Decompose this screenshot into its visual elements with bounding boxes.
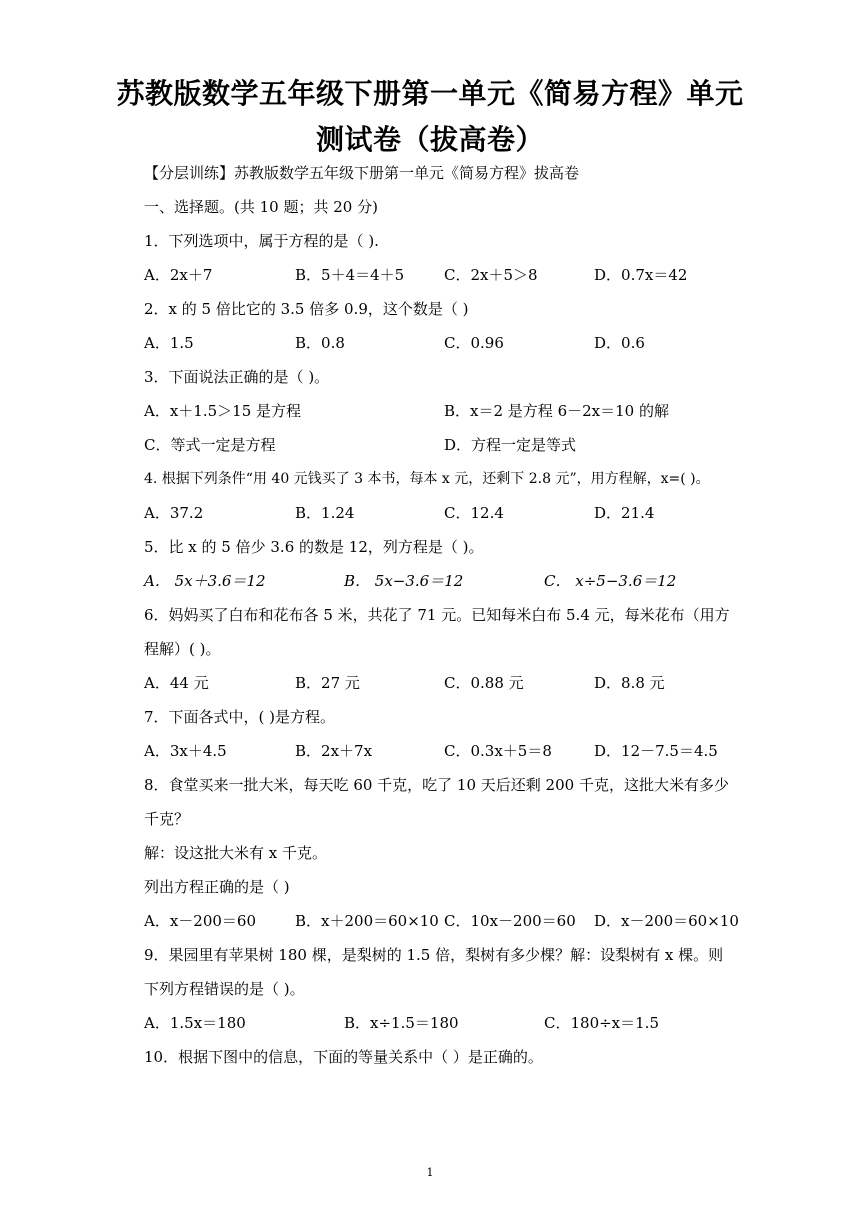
question-8-option-c: C．10x－200＝60 — [444, 912, 576, 930]
question-7-option-c: C．0.3x＋5＝8 — [444, 742, 552, 760]
question-3-stem: 3．下面说法正确的是（ )。 — [144, 368, 330, 386]
question-3-option-d: D．方程一定是等式 — [444, 436, 577, 454]
question-1-option-c: C．2x＋5＞8 — [444, 266, 538, 284]
question-2-option-d: D．0.6 — [594, 334, 645, 352]
document-title-line-2: 测试卷（拔高卷） — [315, 123, 544, 156]
question-3-option-c: C．等式一定是方程 — [144, 436, 276, 454]
question-5-stem: 5．比 x 的 5 倍少 3.6 的数是 12，列方程是（ )。 — [144, 538, 484, 556]
question-6-option-c: C．0.88 元 — [444, 674, 524, 692]
question-9-option-b: B．x÷1.5＝180 — [344, 1014, 459, 1032]
question-1-option-d: D．0.7x＝42 — [594, 266, 688, 284]
question-8-prompt-line: 列出方程正确的是（ ) — [144, 878, 290, 896]
question-2-option-a: A．1.5 — [144, 334, 194, 352]
question-2-option-c: C．0.96 — [444, 334, 504, 352]
question-1-option-b: B．5＋4＝4＋5 — [295, 266, 405, 284]
question-4-option-d: D．21.4 — [594, 504, 655, 522]
question-9-stem-line-1: 9．果园里有苹果树 180 棵，是梨树的 1.5 倍，梨树有多少棵？解：设梨树有 x 棵。则 — [144, 946, 724, 964]
section-heading: 一、选择题。(共 10 题；共 20 分) — [144, 198, 378, 216]
question-8-option-d: D．x－200＝60×10 — [594, 912, 739, 930]
question-6-option-a: A．44 元 — [144, 674, 209, 692]
question-8-solution-line: 解：设这批大米有 x 千克。 — [144, 844, 327, 862]
question-8-option-b: B．x＋200＝60×10 — [295, 912, 439, 930]
question-10-stem: 10．根据下图中的信息，下面的等量关系中（ ）是正确的。 — [144, 1048, 543, 1066]
question-1-option-a: A．2x＋7 — [144, 266, 213, 284]
question-5-option-b: B． 5x−3.6＝12 — [344, 572, 464, 590]
question-4-option-b: B．1.24 — [295, 504, 355, 522]
question-4-option-a: A．37.2 — [144, 504, 204, 522]
document-subtitle: 【分层训练】苏教版数学五年级下册第一单元《简易方程》拔高卷 — [144, 164, 580, 182]
question-1-stem: 1．下列选项中，属于方程的是（ ). — [144, 232, 379, 250]
question-6-stem-line-1: 6．妈妈买了白布和花布各 5 米，共花了 71 元。已知每米白布 5.4 元，每米花布（用方 — [144, 606, 730, 624]
question-9-stem-line-2: 下列方程错误的是（ )。 — [144, 980, 305, 998]
question-7-option-d: D．12－7.5＝4.5 — [594, 742, 718, 760]
question-7-stem: 7．下面各式中，( )是方程。 — [144, 708, 336, 726]
question-8-stem-line-2: 千克？ — [144, 810, 190, 828]
question-3-option-a: A．x＋1.5＞15 是方程 — [144, 402, 302, 420]
question-8-option-a: A．x－200＝60 — [144, 912, 257, 930]
question-9-option-a: A．1.5x＝180 — [144, 1014, 246, 1032]
question-8-stem-line-1: 8．食堂买来一批大米，每天吃 60 千克，吃了 10 天后还剩 200 千克，这批大米有多少 — [144, 776, 729, 794]
question-7-option-a: A．3x＋4.5 — [144, 742, 227, 760]
document-title-line-1: 苏教版数学五年级下册第一单元《简易方程》单元 — [116, 77, 744, 110]
question-2-stem: 2．x 的 5 倍比它的 3.5 倍多 0.9，这个数是（ ) — [144, 300, 469, 318]
question-5-option-c: C． x÷5−3.6＝12 — [544, 572, 677, 590]
question-6-stem-line-2: 程解）( )。 — [144, 640, 221, 658]
question-6-option-b: B．27 元 — [295, 674, 360, 692]
question-4-stem: 4. 根据下列条件“用 40 元钱买了 3 本书，每本 x 元，还剩下 2.8 元”，用方程解，x=( )。 — [144, 471, 710, 487]
question-6-option-d: D．8.8 元 — [594, 674, 665, 692]
question-5-option-a: A． 5x＋3.6＝12 — [144, 572, 266, 590]
question-4-option-c: C．12.4 — [444, 504, 504, 522]
question-3-option-b: B．x＝2 是方程 6－2x＝10 的解 — [444, 402, 669, 420]
question-7-option-b: B．2x＋7x — [295, 742, 373, 760]
question-9-option-c: C．180÷x＝1.5 — [544, 1014, 659, 1032]
page-number: 1 — [426, 1166, 434, 1179]
question-2-option-b: B．0.8 — [295, 334, 345, 352]
